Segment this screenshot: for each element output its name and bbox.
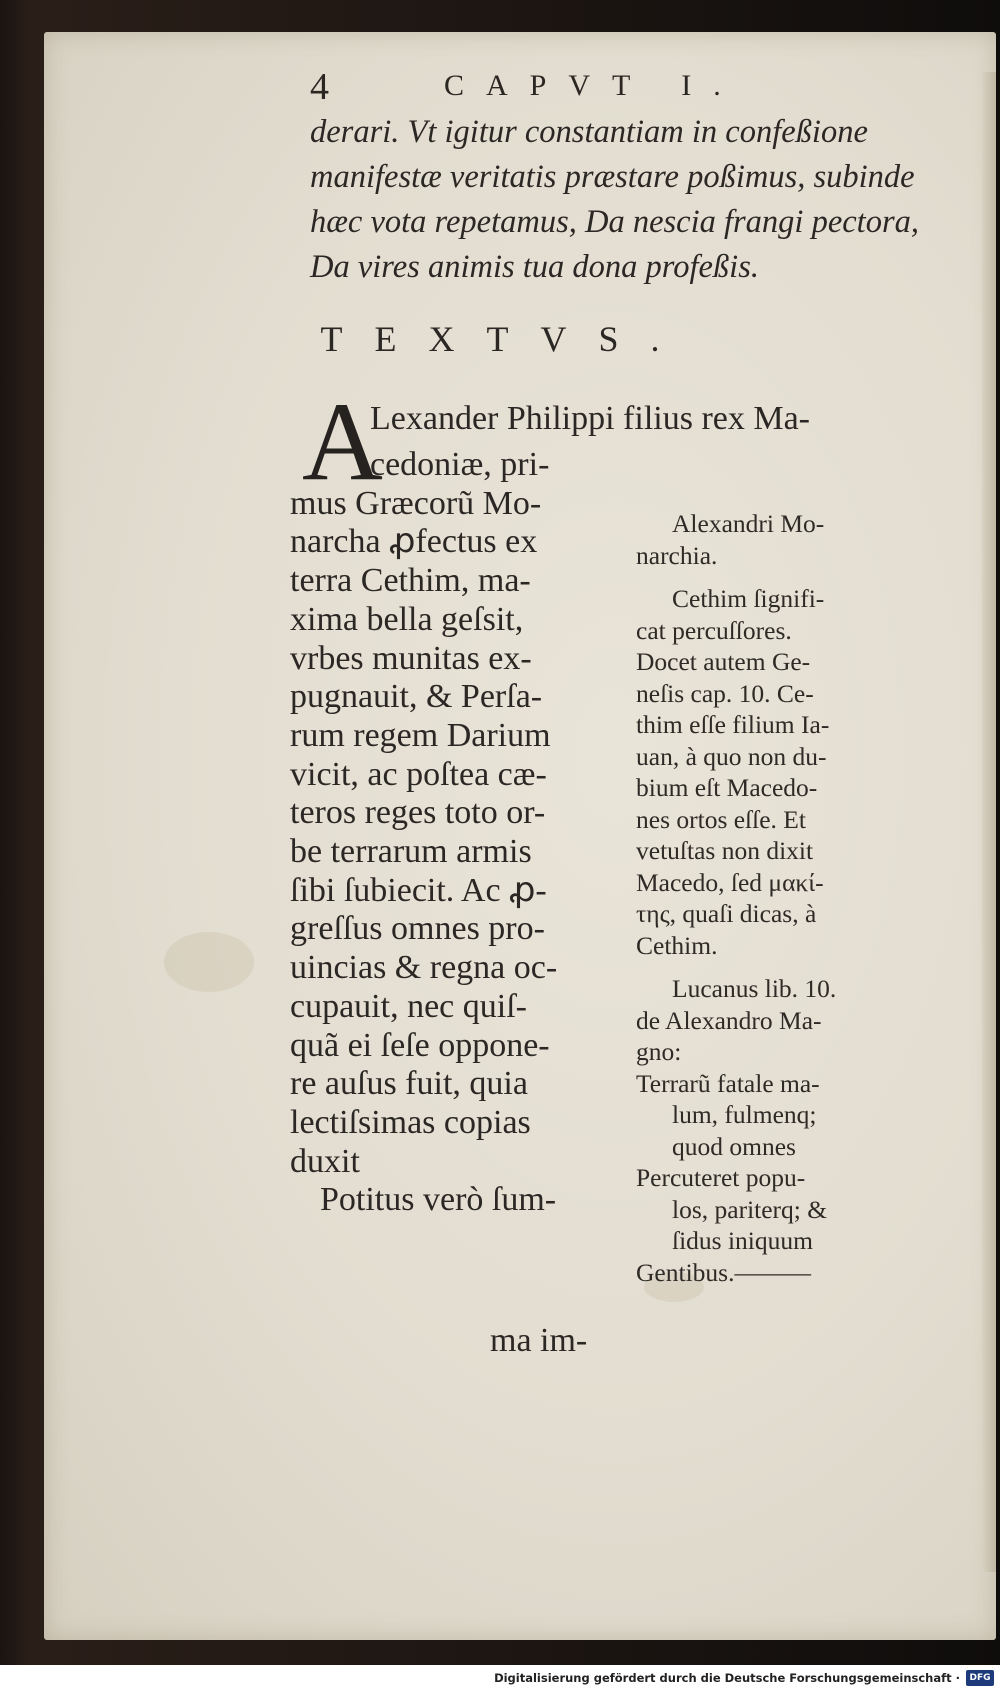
margin-note-line: neſis cap. 10. Ce-	[636, 678, 814, 708]
text-line: quã ei ſeſe oppone-	[290, 1026, 550, 1064]
text-line: xima bella geſsit,	[290, 600, 524, 638]
drop-cap: A	[302, 380, 383, 504]
text-line: vrbes munitas ex-	[290, 639, 532, 677]
margin-note-line: uan, à quo non du-	[636, 741, 827, 771]
margin-note-line: Lucanus lib. 10.	[672, 974, 837, 1003]
text-line: be terrarum armis	[290, 833, 532, 871]
text-line: cedoniæ, pri-	[370, 446, 550, 483]
page-edge	[982, 72, 996, 1572]
margin-note-line: Terrarũ fatale ma-	[636, 1068, 820, 1098]
text-line: pugnauit, & Perſa-	[290, 678, 543, 716]
margin-note-line: de Alexandro Ma-	[636, 1005, 822, 1035]
attribution-text: Digitalisierung gefördert durch die Deutsche Forschungsgemeinschaft ·	[494, 1671, 960, 1685]
text-line: duxit	[290, 1142, 360, 1180]
text-line: manifestæ veritatis præstare poßimus, subinde	[310, 159, 915, 195]
margin-note-line: quod omnes	[672, 1131, 796, 1161]
text-line: uincias & regna oc-	[290, 949, 558, 987]
section-title: TEXTVS.	[320, 319, 692, 359]
text-line: terra Cethim, ma-	[290, 562, 531, 600]
margin-note-line: vetuſtas non dixit	[636, 836, 814, 865]
text-line: lectiſsimas copias	[290, 1103, 531, 1141]
page-header	[310, 65, 900, 115]
intro-paragraph	[310, 110, 919, 290]
attribution-bar	[0, 1665, 1000, 1693]
text-line: Da vires animis tua dona profeßis.	[310, 249, 759, 285]
text-line: Potitus verò ſum-	[320, 1181, 557, 1219]
margin-note-line: gno:	[636, 1037, 682, 1066]
margin-note-line: Alexandri Mo-	[672, 509, 825, 538]
margin-note-line: ſidus iniquum	[672, 1226, 813, 1255]
margin-note-line: lum, fulmenq;	[672, 1100, 817, 1129]
text-line: vicit, ac poſtea cæ-	[290, 755, 547, 793]
page-number: 4	[310, 66, 329, 108]
marginal-notes	[636, 508, 916, 1288]
margin-note-line: Macedo, ſed μακί-	[636, 867, 824, 897]
margin-note-line: los, pariterq; &	[672, 1194, 828, 1224]
margin-note-line: Cethim.	[636, 930, 718, 960]
margin-note-line: thim eſſe filium Ia-	[636, 710, 830, 739]
text-line: teros reges toto or-	[290, 794, 546, 832]
text-line: derari. Vt igitur constantiam in confeßione	[310, 114, 868, 150]
paper-stain	[164, 932, 254, 992]
margin-note-line: Cethim ſignifi-	[672, 584, 825, 613]
catchword: ma im-	[490, 1322, 588, 1359]
margin-note-line: bium eſt Macedo-	[636, 773, 818, 802]
margin-note-line: της, quaſi dicas, à	[636, 899, 817, 928]
running-head: CAPVT I.	[444, 69, 743, 102]
margin-note-line: cat percuſſores.	[636, 615, 792, 645]
text-line: rum regem Darium	[290, 716, 551, 754]
text-line: mus Græcorũ Mo-	[290, 484, 542, 522]
text-line: ſibi ſubiecit. Ac ꝓ-	[290, 871, 547, 909]
text-line: re auſus fuit, quia	[290, 1065, 528, 1103]
text-line: narcha ꝓfectus ex	[290, 523, 538, 561]
text-line: greſſus omnes pro-	[290, 910, 545, 948]
margin-note-line: Percuteret popu-	[636, 1163, 806, 1192]
margin-note-line: nes ortos eſſe. Et	[636, 804, 806, 834]
margin-note-line: Gentibus.———	[636, 1257, 811, 1287]
text-line: cupauit, nec quiſ-	[290, 987, 527, 1025]
dfg-logo[interactable]: DFG	[966, 1670, 994, 1686]
margin-note-line: Docet autem Ge-	[636, 647, 811, 676]
main-text-column	[290, 446, 610, 1220]
margin-note-line: narchia.	[636, 540, 718, 570]
text-line: hæc vota repetamus, Da nescia frangi pectora,	[310, 204, 919, 240]
first-text-line: Lexander Philippi filius rex Ma-	[370, 400, 811, 437]
